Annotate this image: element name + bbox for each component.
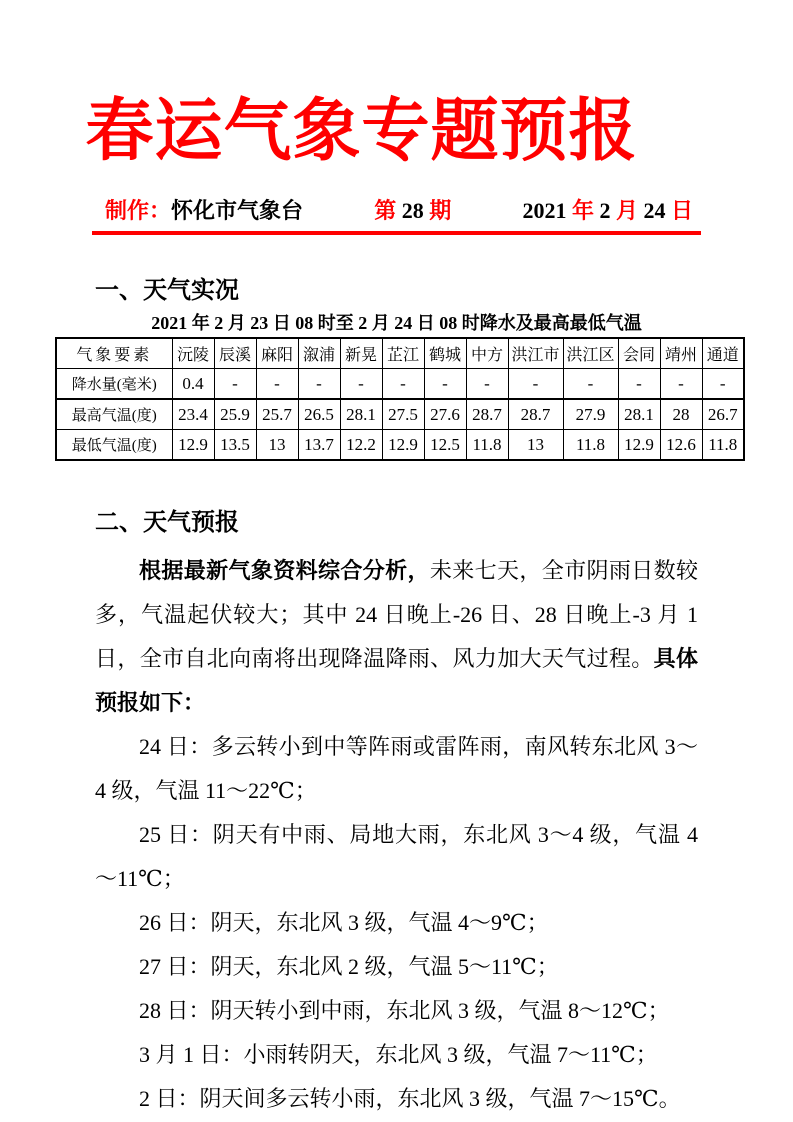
table-value-cell: 28.7 <box>508 399 563 430</box>
table-value-cell: 13 <box>508 430 563 461</box>
forecast-item: 3 月 1 日：小雨转阴天，东北风 3 级，气温 7～11℃； <box>139 1042 658 1068</box>
table-value-cell: - <box>340 369 382 400</box>
table-value-cell: - <box>508 369 563 400</box>
table-value-cell: 28.1 <box>340 399 382 430</box>
table-value-cell: 13.7 <box>298 430 340 461</box>
table-value-cell: 11.8 <box>466 430 508 461</box>
table-value-cell: 28.1 <box>618 399 660 430</box>
table-value-cell: 27.6 <box>424 399 466 430</box>
table-value-cell: - <box>618 369 660 400</box>
text-run: 期 <box>429 198 452 224</box>
forecast-summary-tail-bold: 具体预报如下： <box>95 646 698 716</box>
forecast-item: 27 日：阴天，东北风 2 级，气温 5～11℃； <box>139 954 559 980</box>
text-run: 月 <box>615 198 638 224</box>
table-value-cell: 26.5 <box>298 399 340 430</box>
table-value-cell: 12.6 <box>660 430 702 461</box>
table-value-cell: 12.9 <box>618 430 660 461</box>
section-heading-weather-actual: 一、天气实况 <box>95 278 239 305</box>
text-run: 第 <box>374 198 397 224</box>
table-value-cell: 0.4 <box>172 369 214 400</box>
forecast-item: 26 日：阴天，东北风 3 级，气温 4～9℃； <box>139 910 549 936</box>
table-header-station: 芷江 <box>382 338 424 369</box>
table-value-cell: - <box>466 369 508 400</box>
text-run: 年 <box>571 198 594 224</box>
table-value-cell: 12.2 <box>340 430 382 461</box>
meta-line <box>105 194 693 225</box>
table-value-cell: 28.7 <box>466 399 508 430</box>
table-value-cell: - <box>702 369 744 400</box>
issue-date <box>522 194 693 225</box>
table-row <box>56 369 744 400</box>
section-heading-forecast: 二、天气预报 <box>95 510 239 537</box>
forecast-item: 2 日：阴天间多云转小雨，东北风 3 级，气温 7～15℃。 <box>139 1086 681 1112</box>
table-value-cell: 11.8 <box>563 430 618 461</box>
forecast-item: 24 日：多云转小到中等阵雨或雷阵雨，南风转东北风 3～4 级，气温 11～22℃； <box>95 734 698 804</box>
table-header-station: 鹤城 <box>424 338 466 369</box>
table-value-cell: - <box>256 369 298 400</box>
text-run: 怀化市气象台 <box>171 198 304 224</box>
forecast-summary-body: 未来七天，全市阴雨日数较多，气温起伏较大；其中 24 日晚上-26 日、28 日晚上-3 月 1 日，全市自北向南将出现降温降雨、风力加大天气过程。 <box>95 558 698 672</box>
table-header-station: 靖州 <box>660 338 702 369</box>
table-header-station: 洪江区 <box>563 338 618 369</box>
table-value-cell: - <box>298 369 340 400</box>
forecast-summary-lead-bold: 根据最新气象资料综合分析， <box>139 558 430 584</box>
issue-number <box>374 194 451 225</box>
table-value-cell: 13.5 <box>214 430 256 461</box>
table-header-station: 洪江市 <box>508 338 563 369</box>
document-title: 春运气象专题预报 <box>85 93 638 169</box>
text-run: 24 <box>637 198 671 224</box>
forecast-item: 28 日：阴天转小到中雨，东北风 3 级，气温 8～12℃； <box>139 998 670 1024</box>
table-value-cell: 11.8 <box>702 430 744 461</box>
header-divider <box>92 231 701 235</box>
forecast-item: 25 日：阴天有中雨、局地大雨，东北风 3～4 级，气温 4～11℃； <box>95 822 698 892</box>
producer <box>105 194 303 225</box>
table-row-label: 最高气温(度) <box>56 399 172 430</box>
weather-table <box>55 337 745 461</box>
table-value-cell: - <box>382 369 424 400</box>
table-header-station: 溆浦 <box>298 338 340 369</box>
table-value-cell: 12.9 <box>172 430 214 461</box>
table-value-cell: - <box>424 369 466 400</box>
table-header-station: 辰溪 <box>214 338 256 369</box>
table-value-cell: 27.5 <box>382 399 424 430</box>
forecast-summary <box>95 549 698 725</box>
table-value-cell: 27.9 <box>563 399 618 430</box>
text-run: 2021 <box>522 198 572 224</box>
table-row <box>56 430 744 461</box>
table-title: 2021 年 2 月 23 日 08 时至 2 月 24 日 08 时降水及最高最低气温 <box>151 313 642 334</box>
table-value-cell: 13 <box>256 430 298 461</box>
forecast-list <box>0 725 793 1121</box>
table-header-station: 麻阳 <box>256 338 298 369</box>
table-value-cell: 28 <box>660 399 702 430</box>
table-body <box>56 369 744 461</box>
text-run: 日 <box>670 198 693 224</box>
text-run: 28 <box>396 198 430 224</box>
table-value-cell: 26.7 <box>702 399 744 430</box>
table-value-cell: 25.9 <box>214 399 256 430</box>
table-row-label: 最低气温(度) <box>56 430 172 461</box>
text-run: 2 <box>593 198 616 224</box>
table-value-cell: 12.9 <box>382 430 424 461</box>
table-value-cell: - <box>214 369 256 400</box>
table-row-label: 降水量(毫米) <box>56 369 172 400</box>
table-header-station: 通道 <box>702 338 744 369</box>
table-header-station: 沅陵 <box>172 338 214 369</box>
table-value-cell: 25.7 <box>256 399 298 430</box>
table-value-cell: - <box>660 369 702 400</box>
table-value-cell: 23.4 <box>172 399 214 430</box>
table-value-cell: 12.5 <box>424 430 466 461</box>
table-row <box>56 399 744 430</box>
text-run: 制作： <box>105 198 172 224</box>
table-header-station: 新晃 <box>340 338 382 369</box>
table-header-station: 会同 <box>618 338 660 369</box>
table-header-elements: 气象要素 <box>56 338 172 369</box>
table-header-row <box>56 338 744 369</box>
table-header-station: 中方 <box>466 338 508 369</box>
table-value-cell: - <box>563 369 618 400</box>
